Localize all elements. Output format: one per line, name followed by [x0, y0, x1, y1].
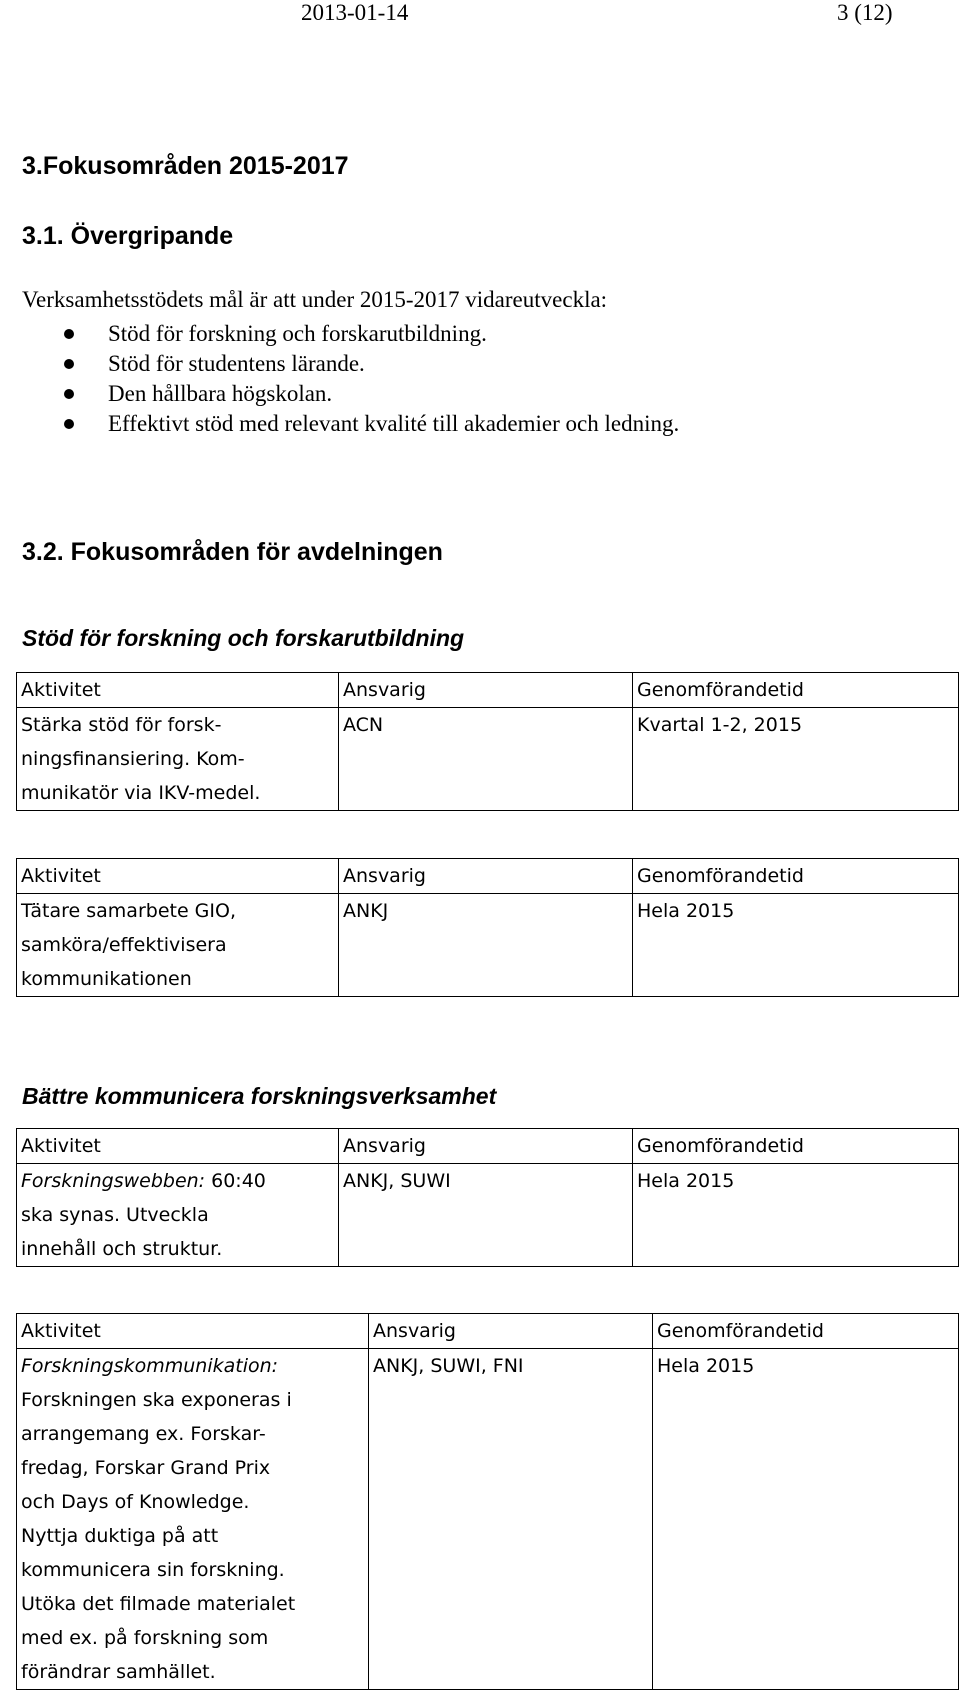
- time-cell: Hela 2015: [633, 1164, 959, 1267]
- column-header-responsible: Ansvarig: [339, 1129, 633, 1164]
- activity-cell: Forskningswebben: 60:40 ska synas. Utveckla innehåll och struktur.: [17, 1164, 339, 1267]
- time-cell: Hela 2015: [633, 894, 959, 997]
- responsible-cell: ACN: [339, 708, 633, 811]
- column-header-responsible: Ansvarig: [339, 859, 633, 894]
- responsible-cell: ANKJ, SUWI: [339, 1164, 633, 1267]
- bullet-icon: [64, 329, 74, 339]
- column-header-time: Genomförandetid: [633, 673, 959, 708]
- header-date: 2013-01-14: [301, 0, 409, 25]
- table-header-row: [17, 673, 959, 708]
- time-cell: Kvartal 1-2, 2015: [633, 708, 959, 811]
- bullet-icon: [64, 389, 74, 399]
- goals-list: [0, 319, 679, 439]
- column-header-activity: Aktivitet: [17, 673, 339, 708]
- section-heading: 3.Fokusområden 2015-2017: [22, 152, 349, 180]
- table-header-row: [17, 859, 959, 894]
- table-row: [17, 1349, 959, 1690]
- activity-table-3: [16, 1128, 959, 1267]
- table-row: [17, 708, 959, 811]
- bullet-icon: [64, 419, 74, 429]
- list-item: Stöd för studentens lärande.: [0, 349, 679, 379]
- column-header-time: Genomförandetid: [653, 1314, 959, 1349]
- column-header-responsible: Ansvarig: [369, 1314, 653, 1349]
- column-header-activity: Aktivitet: [17, 1129, 339, 1164]
- list-item: Stöd för forskning och forskarutbildning.: [0, 319, 679, 349]
- group-title-research-communication: Bättre kommunicera forskningsverksamhet: [22, 1083, 497, 1109]
- column-header-activity: Aktivitet: [17, 859, 339, 894]
- header-page-number: 3 (12): [837, 0, 893, 25]
- activity-table-2: [16, 858, 959, 997]
- activity-table-4: [16, 1313, 959, 1690]
- column-header-time: Genomförandetid: [633, 1129, 959, 1164]
- subsection-heading-focus-areas: 3.2. Fokusområden för avdelningen: [22, 538, 443, 566]
- list-item: Effektivt stöd med relevant kvalité till akademier och ledning.: [0, 409, 679, 439]
- intro-paragraph: Verksamhetsstödets mål är att under 2015-2017 vidareutveckla:: [22, 287, 608, 312]
- column-header-responsible: Ansvarig: [339, 673, 633, 708]
- page-header: [0, 0, 960, 40]
- bullet-icon: [64, 359, 74, 369]
- group-title-research-support: Stöd för forskning och forskarutbildning: [22, 625, 465, 651]
- responsible-cell: ANKJ, SUWI, FNI: [369, 1349, 653, 1690]
- activity-cell: Stärka stöd för forsk- ningsfinansiering. Kom- munikatör via IKV-medel.: [17, 708, 339, 811]
- table-row: [17, 1164, 959, 1267]
- responsible-cell: ANKJ: [339, 894, 633, 997]
- column-header-time: Genomförandetid: [633, 859, 959, 894]
- activity-cell: Forskningskommunikation: Forskningen ska exponeras i arrangemang ex. Forskar- fredag, Forskar Grand Prix och Days of Knowledge. Nyttja duktiga på att kommunicera sin forskning. Utöka det filmade materialet med ex. på forskning som förändrar samhället.: [17, 1349, 369, 1690]
- activity-table-1: [16, 672, 959, 811]
- table-row: [17, 894, 959, 997]
- time-cell: Hela 2015: [653, 1349, 959, 1690]
- list-item: Den hållbara högskolan.: [0, 379, 679, 409]
- activity-cell: Tätare samarbete GIO, samköra/effektivisera kommunikationen: [17, 894, 339, 997]
- table-header-row: [17, 1314, 959, 1349]
- subsection-heading-overview: 3.1. Övergripande: [22, 222, 234, 250]
- table-header-row: [17, 1129, 959, 1164]
- column-header-activity: Aktivitet: [17, 1314, 369, 1349]
